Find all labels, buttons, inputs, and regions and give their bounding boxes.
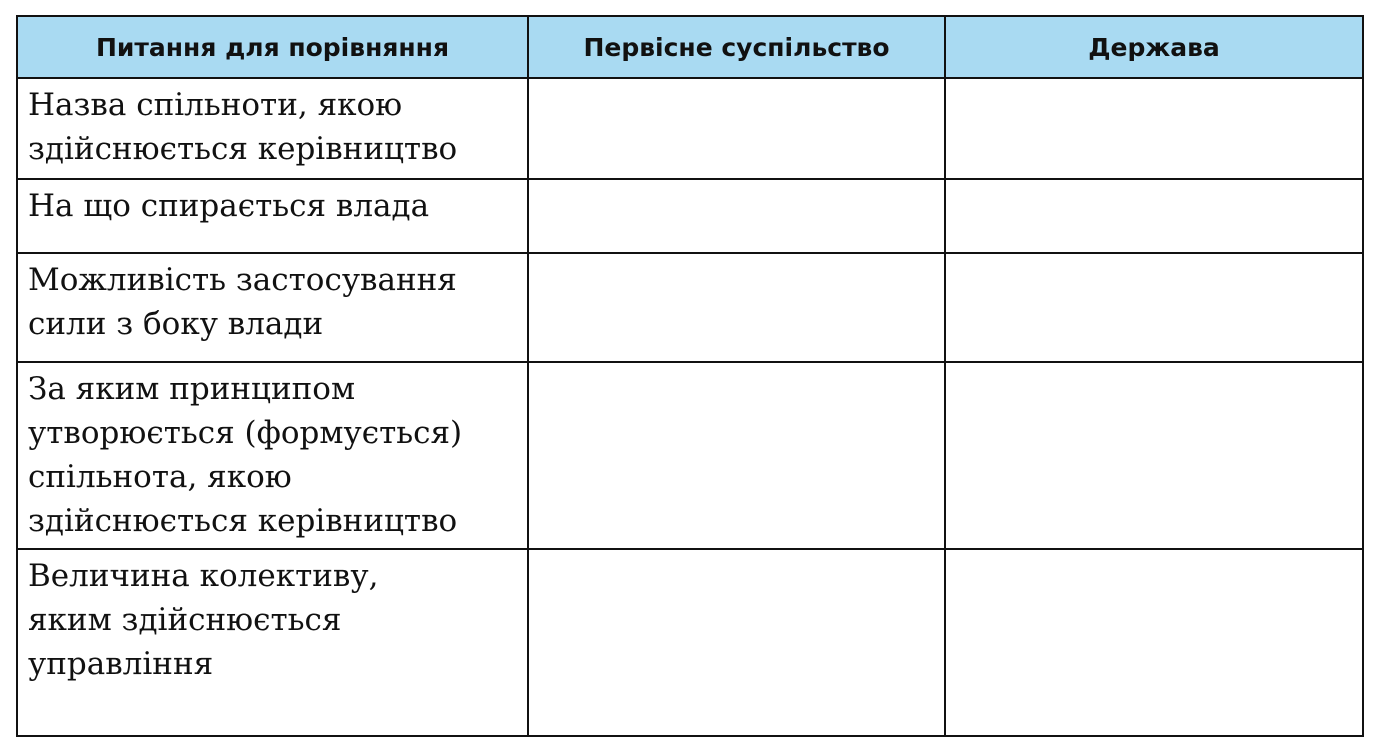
table-row (17, 253, 1363, 362)
state-answer-cell (945, 362, 1363, 549)
question-cell: Назва спільноти, якою здійснюється керівництво (17, 78, 528, 179)
table-row (17, 78, 1363, 179)
question-cell: Можливість застосування сили з боку влади (17, 253, 528, 362)
table-row (17, 179, 1363, 253)
primitive-answer-cell (528, 362, 945, 549)
table-row (17, 549, 1363, 736)
comparison-table (16, 15, 1364, 737)
primitive-answer-cell (528, 549, 945, 736)
primitive-answer-cell (528, 179, 945, 253)
header-question: Питання для порівняння (17, 16, 528, 78)
header-primitive-society: Первісне суспільство (528, 16, 945, 78)
question-cell: Величина колективу, яким здійснюється управління (17, 549, 528, 736)
state-answer-cell (945, 253, 1363, 362)
state-answer-cell (945, 78, 1363, 179)
question-cell: На що спирається влада (17, 179, 528, 253)
state-answer-cell (945, 179, 1363, 253)
question-cell: За яким принципом утворюється (формується) спільнота, якою здійснюється керівництво (17, 362, 528, 549)
table-row (17, 362, 1363, 549)
primitive-answer-cell (528, 253, 945, 362)
state-answer-cell (945, 549, 1363, 736)
header-row (17, 16, 1363, 78)
primitive-answer-cell (528, 78, 945, 179)
header-state: Держава (945, 16, 1363, 78)
